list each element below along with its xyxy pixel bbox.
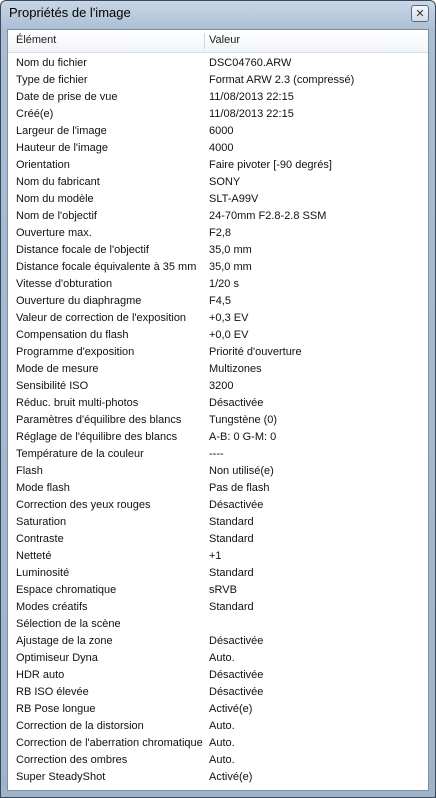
property-name: Correction de l'aberration chromatique <box>16 737 203 749</box>
table-row[interactable] <box>8 583 428 600</box>
property-value: 11/08/2013 22:15 <box>209 108 294 120</box>
property-name: Contraste <box>16 533 64 545</box>
property-name: Vitesse d'obturation <box>16 278 113 290</box>
property-value: Pas de flash <box>209 482 270 494</box>
property-name: Compensation du flash <box>16 329 129 341</box>
property-name: HDR auto <box>16 669 65 681</box>
property-name: Réduc. bruit multi-photos <box>16 397 139 409</box>
property-value: Désactivée <box>209 397 264 409</box>
table-row[interactable] <box>8 209 428 226</box>
table-row[interactable] <box>8 294 428 311</box>
table-row[interactable] <box>8 175 428 192</box>
property-value: F4,5 <box>209 295 232 307</box>
table-row[interactable] <box>8 515 428 532</box>
property-value: 11/08/2013 22:15 <box>209 91 294 103</box>
table-row[interactable] <box>8 73 428 90</box>
property-value: Multizones <box>209 363 262 375</box>
table-row[interactable] <box>8 600 428 617</box>
property-name: Modes créatifs <box>16 601 88 613</box>
property-value: SONY <box>209 176 241 188</box>
property-value: sRVB <box>209 584 237 596</box>
property-name: Ouverture du diaphragme <box>16 295 142 307</box>
property-name: Hauteur de l'image <box>16 142 108 154</box>
property-name: Mode de mesure <box>16 363 99 375</box>
property-value: F2,8 <box>209 227 232 239</box>
property-value: Format ARW 2.3 (compressé) <box>209 74 355 86</box>
property-rows <box>8 56 428 787</box>
table-row[interactable] <box>8 753 428 770</box>
property-value: +0,3 EV <box>209 312 249 324</box>
property-name: Créé(e) <box>16 108 54 120</box>
property-name: Distance focale de l'objectif <box>16 244 149 256</box>
property-name: Flash <box>16 465 43 477</box>
property-value: Désactivée <box>209 669 264 681</box>
property-name: Date de prise de vue <box>16 91 118 103</box>
property-value: 4000 <box>209 142 234 154</box>
property-value: Priorité d'ouverture <box>209 346 302 358</box>
property-name: Optimiseur Dyna <box>16 652 98 664</box>
property-name: Programme d'exposition <box>16 346 135 358</box>
property-name: RB ISO élevée <box>16 686 89 698</box>
table-row[interactable] <box>8 668 428 685</box>
table-row[interactable] <box>8 770 428 787</box>
property-value: Désactivée <box>209 499 264 511</box>
property-name: Sensibilité ISO <box>16 380 89 392</box>
table-row[interactable] <box>8 736 428 753</box>
column-header-value[interactable]: Valeur <box>209 34 240 46</box>
property-name: Nom de l'objectif <box>16 210 97 222</box>
table-row[interactable] <box>8 566 428 583</box>
property-value: 3200 <box>209 380 234 392</box>
property-name: Largeur de l'image <box>16 125 107 137</box>
property-value: 35,0 mm <box>209 244 252 256</box>
property-name: Correction de la distorsion <box>16 720 144 732</box>
property-name: Nom du fichier <box>16 57 87 69</box>
property-name: Correction des yeux rouges <box>16 499 151 511</box>
table-row[interactable] <box>8 328 428 345</box>
property-name: Type de fichier <box>16 74 88 86</box>
property-value: Désactivée <box>209 635 264 647</box>
property-name: Mode flash <box>16 482 70 494</box>
property-value: A-B: 0 G-M: 0 <box>209 431 277 443</box>
property-value: 35,0 mm <box>209 261 252 273</box>
table-row[interactable] <box>8 413 428 430</box>
table-row[interactable] <box>8 379 428 396</box>
property-name: RB Pose longue <box>16 703 96 715</box>
table-row[interactable] <box>8 90 428 107</box>
property-name: Nom du modèle <box>16 193 94 205</box>
property-name: Température de la couleur <box>16 448 144 460</box>
property-value: Désactivée <box>209 686 264 698</box>
property-name: Ajustage de la zone <box>16 635 113 647</box>
table-row[interactable] <box>8 124 428 141</box>
table-row[interactable] <box>8 345 428 362</box>
table-row[interactable] <box>8 192 428 209</box>
property-value: Auto. <box>209 720 235 732</box>
close-button[interactable] <box>411 5 429 22</box>
property-value: Auto. <box>209 652 235 664</box>
property-value: Standard <box>209 601 254 613</box>
table-row[interactable] <box>8 685 428 702</box>
property-name: Distance focale équivalente à 35 mm <box>16 261 197 273</box>
list-header <box>8 30 428 53</box>
property-value: DSC04760.ARW <box>209 57 292 69</box>
table-row[interactable] <box>8 226 428 243</box>
property-value: Standard <box>209 533 254 545</box>
property-name: Saturation <box>16 516 67 528</box>
property-name: Correction des ombres <box>16 754 128 766</box>
table-row[interactable] <box>8 396 428 413</box>
property-value: +0,0 EV <box>209 329 249 341</box>
property-value: Standard <box>209 567 254 579</box>
property-value: +1 <box>209 550 222 562</box>
table-row[interactable] <box>8 158 428 175</box>
table-row[interactable] <box>8 243 428 260</box>
table-row[interactable] <box>8 277 428 294</box>
property-value: Non utilisé(e) <box>209 465 274 477</box>
table-row[interactable] <box>8 141 428 158</box>
column-divider[interactable] <box>204 33 205 49</box>
table-row[interactable] <box>8 702 428 719</box>
property-value: 24-70mm F2.8-2.8 SSM <box>209 210 327 222</box>
table-row[interactable] <box>8 498 428 515</box>
properties-list <box>7 29 429 791</box>
table-row[interactable] <box>8 549 428 566</box>
table-row[interactable] <box>8 56 428 73</box>
property-name: Ouverture max. <box>16 227 92 239</box>
table-row[interactable] <box>8 311 428 328</box>
table-row[interactable] <box>8 430 428 447</box>
property-value: Standard <box>209 516 254 528</box>
property-name: Luminosité <box>16 567 70 579</box>
close-icon: ✕ <box>415 7 425 20</box>
property-value: Auto. <box>209 737 235 749</box>
table-row[interactable] <box>8 447 428 464</box>
table-row[interactable] <box>8 719 428 736</box>
property-value: ---- <box>209 448 224 460</box>
table-row[interactable] <box>8 107 428 124</box>
title-bar[interactable] <box>1 1 435 27</box>
property-name: Paramètres d'équilibre des blancs <box>16 414 182 426</box>
property-name: Super SteadyShot <box>16 771 106 783</box>
property-name: Valeur de correction de l'exposition <box>16 312 187 324</box>
table-row[interactable] <box>8 532 428 549</box>
property-value: Tungstène (0) <box>209 414 278 426</box>
table-row[interactable] <box>8 634 428 651</box>
table-row[interactable] <box>8 464 428 481</box>
column-header-element[interactable]: Élément <box>16 34 57 46</box>
property-value: Auto. <box>209 754 235 766</box>
table-row[interactable] <box>8 617 428 634</box>
property-name: Espace chromatique <box>16 584 117 596</box>
property-value: Faire pivoter [-90 degrés] <box>209 159 332 171</box>
property-value: Activé(e) <box>209 771 253 783</box>
property-value: Activé(e) <box>209 703 253 715</box>
property-name: Sélection de la scène <box>16 618 121 630</box>
property-name: Nom du fabricant <box>16 176 100 188</box>
property-name: Orientation <box>16 159 70 171</box>
property-value: SLT-A99V <box>209 193 259 205</box>
table-row[interactable] <box>8 362 428 379</box>
table-row[interactable] <box>8 481 428 498</box>
property-value: 1/20 s <box>209 278 239 290</box>
window-title: Propriétés de l'image <box>9 5 131 20</box>
property-name: Netteté <box>16 550 52 562</box>
table-row[interactable] <box>8 651 428 668</box>
property-name: Réglage de l'équilibre des blancs <box>16 431 178 443</box>
property-value: 6000 <box>209 125 234 137</box>
table-row[interactable] <box>8 260 428 277</box>
